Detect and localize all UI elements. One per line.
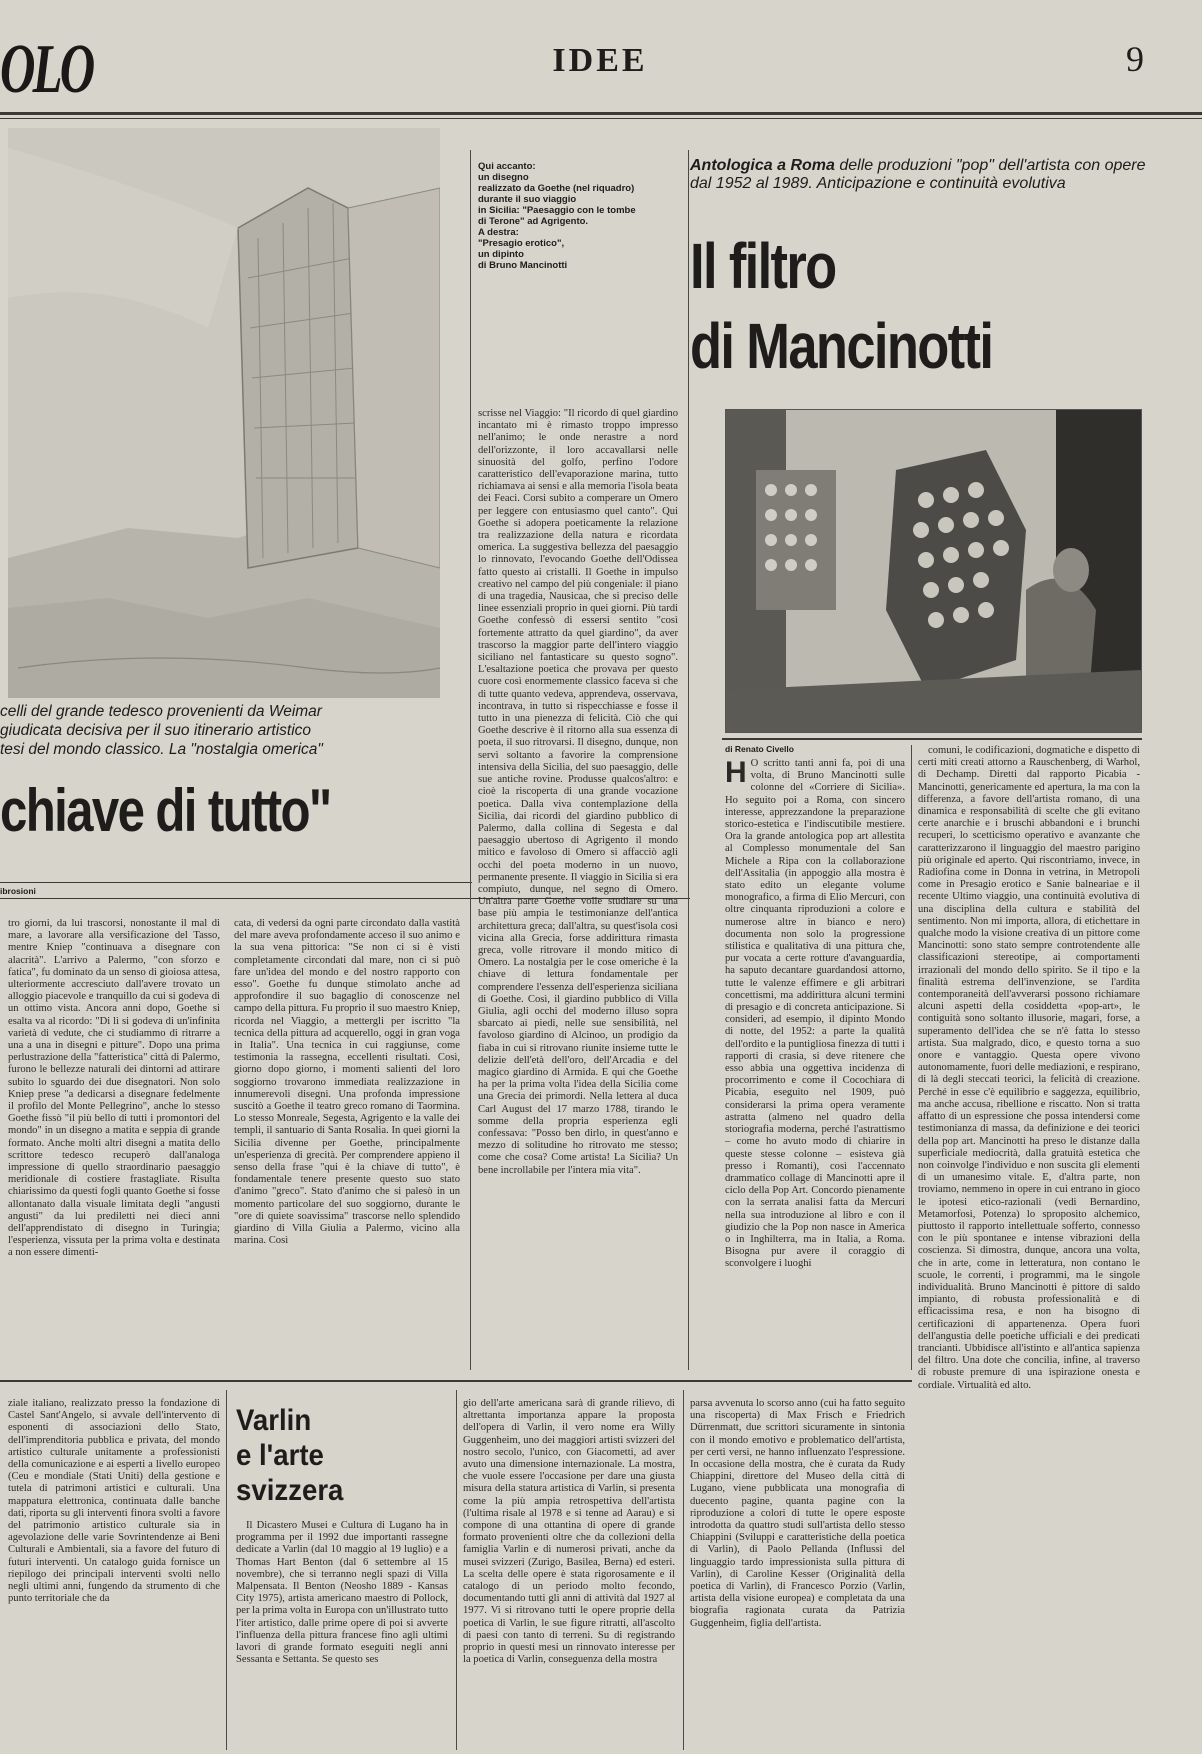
caption-line: "Presagio erotico", [478, 238, 565, 249]
article-headline-left: chiave di tutto" [0, 777, 331, 844]
header-rule-thin [0, 118, 1202, 119]
section-rule [0, 882, 472, 883]
varlin-article-title [236, 1403, 429, 1508]
painting-illustration [726, 410, 1141, 732]
subtitle-line-2: giudicata decisiva per il suo itinerario artistico [0, 722, 312, 739]
article-subtitle [0, 702, 440, 759]
bottom-section-rule [0, 1380, 912, 1382]
kicker-text: delle produzioni "pop" dell'artista con opere dal 1952 al 1989. Anticipazione e continuità evolutiva [690, 157, 1146, 192]
bottom-column-2 [463, 1398, 675, 1748]
header-rule [0, 112, 1202, 115]
section-title: IDEE [552, 42, 648, 79]
caption-line: di Bruno Mancinotti [478, 260, 568, 271]
subtitle-line-3: tesi del mondo classico. La "nostalgia omerica" [0, 741, 323, 758]
mancinotti-painting-image [725, 409, 1142, 733]
caption-line: Qui accanto: [478, 161, 536, 172]
caption-line: durante il suo viaggio [478, 194, 577, 205]
image-caption [478, 161, 648, 271]
headline-line-1: Il filtro [690, 230, 836, 302]
article-column-text: scrisse nel Viaggio: "Il ricordo di quel giardino incantato mi è rimasto troppo impresso nell'animo; le onde nerastre a nord dell'orizzonte, il loro accavallarsi nelle sinuosità del golfo, perfino l'odore caratteristico dell'evaporazione marina, tutto richiamava ai sensi e alla memoria l'isola beata dei Feaci. Corsi subito a comperare un Omero per leggere con entusiasmo quel canto". Qui Goethe si adopera poeticamente la relazione tra realizzazione della natura e ricordata omerica. La suggestiva bellezza del paesaggio lo rinnovato, l'evocando Goethe dell'Odissea fatto questo ai cristalli. Il Goethe in impulso creativo nel campo del più congeniale: il piano di una tragedia, Nausicaa, che si preciso delle linee essenziali proprio in quei giorni. Più tardi Goethe confessò di essersi sentito "così fortemente attratto da quel giardino", da aver trascorso la maggior parte dell'intero viaggio siciliano nel fantasticare su questo sogno". L'esaltazione poetica che provava per questo cuore così enormemente classico faceva sì che di tutte quanto vedeva, apprendeva, osservava, incontrava, in tutto si rispecchiasse e fosse il tutto in una pienezza di felicità. Ciò che qui Goethe descrive è il ritorno alla sua essenza di poeta, il suo ritrovarsi. Il disegno, dunque, non servì soltanto a favorire la comprensione intensiva della Sicilia, del suo paesaggio, delle sue antiche rovine. Produsse qualcos'altro: e cioè la riscoperta di una grande vocazione poetica. Dalla viva contemplazione della Sicilia, dai ricordi del giardino pubblico di Palermo, dalla collina di Segesta e dal paesaggio ubertoso di Agrigento il mondo mitico e favoloso di Omero si affacciò agli occhi del poeta moderno in un nuovo, permanente presente. Il viaggio in Sicilia si era compiuto, dunque, nel segno di Omero. Un'altra parte Goethe volle studiare su una base più ampia le testimonianze dell'antica architettura greca; dall'altra, su quest'isola così vicina alla Grecia, forse addirittura rimasta greca, volle ritrovare il mondo mitico di Omero. La nostalgia per le cose omeriche è la chiave di lettura fondamentale per comprendere l'essenza dell'esperienza siciliana di Goethe. Così, il giardino pubblico di Villa Giulia, agli occhi del moderno illuso sopra sbarcato ai piedi, nelle sue sensibilità, nel favoloso giardino di Alcinoo, un prodigio da fiaba in cui si ritrovano riunite insieme tutte le delizie dell'età dell'oro, dell'Arcadia e del magico giardino di Armida. E qui che Goethe ha per la prima volta l'idea della Sicilia come una Grecia dei primordi. Nella lettera al duca Carl August del 17 marzo 1788, tirando le somme della propria esperienza egli confessava: "Posso ben dirlo, in quest'anno e mezzo di solitudine ho ritrovato me stesso; come che cosa? Come artista! La Sicilia? Un bene incrollabile per l'intera mia vita". [478, 408, 678, 1176]
drawing-illustration [8, 128, 440, 698]
article-column-2 [234, 918, 460, 1363]
column-divider [683, 1390, 684, 1750]
kicker-highlight: Antologica a Roma [690, 157, 835, 174]
column-divider [688, 150, 689, 1370]
subtitle-line-1: celli del grande tedesco provenienti da Weimar [0, 703, 322, 720]
column-divider [226, 1390, 227, 1750]
title-line-3: svizzera [236, 1474, 344, 1507]
article-column-5 [918, 745, 1140, 1750]
goethe-drawing-image [8, 128, 440, 698]
newspaper-masthead: OLO [0, 31, 93, 108]
title-line-2: e l'arte [236, 1439, 324, 1472]
bottom-column-0 [8, 1398, 220, 1748]
article-column-text: ziale italiano, realizzato presso la fondazione di Castel Sant'Angelo, si avvale dell'intervento di esponenti di associazioni dello Stato, dell'imprenditoria pubblica e privata, del mondo artistico culturale unitamente a professionisti della comunicazione e ai esperti a livello europeo (Ceu e mondiale (Stati Uniti) della gestione e tutela di patrimoni artistici e culturali. Una mappatura elettronica, continuata dalle banche dati, riporta su gli interventi finora svolti a favore del patrimonio artistico culturale sia in agevolazione delle varie Sovrintendenze ai Beni Culturali e Ambientali, sia a favore del futuro di futuri interventi. Un catalogo guida fornisce un riepilogo dei principali interventi svolti nello negli ultimi anni, fungendo da strumento di che punto territoriale che da [8, 1398, 220, 1605]
article-headline [690, 226, 1075, 386]
photo-underline [722, 738, 1142, 740]
article-column-1 [8, 918, 220, 1363]
drop-cap: H [725, 758, 747, 789]
title-line-1: Varlin [236, 1404, 312, 1437]
bottom-column-3 [690, 1398, 905, 1748]
page-number: 9 [1126, 39, 1144, 79]
column-divider [456, 1390, 457, 1750]
article-byline: di Renato Civello [725, 744, 794, 754]
article-column-text: gio dell'arte americana sarà di grande rilievo, di altrettanta importanza appare la proposta dell'opera di Varlin, il vero nome era Willy Guggenheim, uno dei maggiori artisti svizzeri del nostro secolo, l'unico, con Giacometti, ad aver avuto una dimensione internazionale. La mostra, che vuole essere l'occasione per dare una giusta misura della statura artistica di Varlin, si presenta come la più ampia retrospettiva dell'artista (l'ultima risale al 1978 e si tenne ad Aarau) e si compone di una ottantina di opere di grande formato provenienti oltre che da collezioni della famiglia Varlin e di numerosi privati, anche da musei svizzeri (Zurigo, Basilea, Berna) ed esteri. La scelta delle opere è stata rigorosamente e il catalogo di un periodo molto fecondo, documentando tutti gli anni di attività dal 1927 al 1977. Vi si ritrovano tutti le opere proprie della poetica di Varlin, le sue figure ritratti, all'ascolto di paesi con tanto di terreni. Su di registrando proprio in questi mesi un rinnovato interesse per la poetica di Varlin, conseguenza della mostra [463, 1398, 675, 1666]
caption-line: un disegno [478, 172, 529, 183]
caption-line: A destra: [478, 227, 519, 238]
article-column-text: comuni, le codificazioni, dogmatiche e dispetto di certi miti creati attorno a Rauschenberg, di Warhol, di Dechamp. Diretti dal rapporto Picabia - Mancinotti, genericamente ed apertura, la ma con la differenza, a favore dell'artista romano, di una dinamica e responsabilità di scelte che gli evitano certe anarchie e i bruschi abbandoni e i brunchi recuperi, lo scetticismo operativo e avanzante che caratterizzarono il linguaggio del maestro parigino più originale ed aperto. Qui riscontriamo, invece, in Radiofina come in Donna in vetrina, in Metropoli come in Presagio erotico e Sanie balneariae e il recente Ultimo viaggio, una continuità evolutiva di una disciplina della cultura e stabilità del sentimento. Non mi importa, allora, di etichettare in qualche modo la visione creativa di un pittore come Mancinotti: sono stato sempre controtendente alle classificazioni stereotipe, ai comportamenti irrazionali del mondo dello spirito. Se il tipo e la finalità estrema dell'invenzione, se l'ardita contemporaneità dell'avverarsi possono richiamare alcuni aspetti della cosiddetta «pop-art», le contiguità sono soltanto illusorie, magari, forse, a superamento dell'idea che se n'è fatta lo stesso artista. Sua malgrado, dico, e questo torna a suo onore e vantaggio. Questa opere vivono autonomamente, fuori delle mediazioni, e respirano, di là degli steccati teorici, la felicità di creazione. Perché in esse c'è equilibrio e saggezza, equilibrio, ma anche accusa, ribellione e riscatto. Non si tratta affatto di un espressione che possa intendersi come testimonianza di massa, da definizione e dei teorici della pop art. Mancinotti ha preso le distanze dalla superficiale mediocrità, dalla gratuità estetica che non coinvolge l'individuo e non suscita gli elementi di un umanesimo vitale. E, d'altra parte, non troviamo, nemmeno in opere in cui entrano in gioco le ipotesi etico-razionali (vedi Bernardino, Metamorfosi, Potenza) lo sproposito alchemico, piuttosto il rapporto intellettuale sofferto, connesso con le più spontanee e intense vibrazioni della coscienza. Si dimostra, dunque, ancora una volta, che in arte, come in letteratura, non contano le scuole, le correnti, i programmi, ma le singole individualità. Bruno Mancinotti è pittore di saldo impianto, di robusta professionalità e di efficacissima resa, e non ha bisogno di certificazioni di appartenenza. Opera fuori dell'angustia delle poetiche ufficiali e dei predicati trancianti. Ubbidisce all'istinto e all'antica sapienza del filtro. Una dote che concilia, infine, al traverso di robuste premure di una ispirazione onesta e cordiale. Virtualità ed alto. [918, 745, 1140, 1391]
article-kicker [690, 157, 1150, 193]
column-divider [470, 150, 471, 1370]
caption-line: realizzato da Goethe (nel riquadro) [478, 183, 635, 194]
article-column-text: tro giorni, da lui trascorsi, nonostante il mal di mare, a lavorare alla versificazione del Tasso, mentre Kniep "continuava a disegnare con alacrità". L'arrivo a Palermo, "con sforzo e fatica", fu dominato da un senso di gioiosa attesa, ulteriormente accresciuto dall'avere trovato un alloggio piacevole e tranquillo da cui si godeva di un ottimo vista. Ancora anni dopo, Goethe si esalta va al ricordo: "Di lì si godeva di un'infinita varietà di vedute, che ci studiammo di ritrarre a una a una in disegni e pitture". Dopo una prima perlustrazione della "fatteristica" città di Palermo, furono le bellezze naturali dei dintorni ad attirare subito lo sguardo dei due disegnatori. Non solo Kniep prese "a dedicarsi a disegnare fedelmente il profilo del Monte Pellegrino", anche lo stesso Goethe fissò "il più bello di tutti i promontori del mondo" in un disegno a matita e seppia di grande formato. Anche molti altri disegni a matita dello scrittore tedesco recuperò dall'analoga impressione di quello straordinario paesaggio meridionale di costiere frastagliate. Risulta chiarissimo da questi fogli quanto Goethe si fosse allontanato dalla visuale limitata degli "angusti angusti" da lui prediletti nei dieci anni dell'apprendistato di disegno in Turingia; l'esperienza, vissuta per la prima volta e destinata a non essere dimenti- [8, 918, 220, 1259]
caption-line: un dipinto [478, 249, 524, 260]
bottom-column-1 [236, 1520, 448, 1748]
caption-line: di Terone" ad Agrigento. [478, 216, 589, 227]
article-column-3 [478, 408, 678, 1363]
article-left-byline: ibrosioni [0, 886, 36, 896]
caption-line: in Sicilia: "Paesaggio con le tombe [478, 205, 636, 216]
article-column-text: O scritto tanti anni fa, poi di una volta, di Bruno Mancinotti sulle colonne del «Corriere di Sicilia». Ho seguito poi a Roma, con sincero interesse, apprezzandone la preparazione storico-estetica e l'indiscutibile mestiere. Ora la grande antologica pop art allestita al Complesso monumentale del San Michele a Ripa con la collaborazione dell'Assitalia (in appoggio alla mostra è stato edito un elegante volume monografico, a firma di Elio Mercuri, con oltre cinquanta riproduzioni a colore e numerose altre in bianco e nero) documenta non solo la progressione stilistica e qualitativa di una pittura che, pur vocata a certe rotture d'avanguardia, ha saputo decantare guardandosi attorno, tutte le valenze effimere e gli arbitrari concettismi, ma addirittura alcuni termini di presagio e di concreta anticipazione. Si consideri, ad esempio, il dipinto Mondo di notte, del 1952: a parte la qualità dell'ordito e la puntigliosa finezza di tutti i rapporti di crasia, si deve ritenere che esso abbia una oggettiva incidenza di procorrimento e come il Cocochiara di Picabia, eseguito nel 1909, può considerarsi la prima opera veramente astratta (almeno nel quadro della storiografia moderna, perché l'astrattismo – come ho avuto modo di chiarire in queste stesse colonne – esisteva già presso i Romanti), così l'accennato drammatico collage di Mancinotti apre il ciclo della Pop Art. Concordo pienamente con la serrata analisi fatta da Mercuri nella sua introduzione al libro e con il giudizio che la Pop non nasce in America o in Inghilterra, ma in Italia, a Roma. Bisogna pur avere il coraggio di sconvolgere i luoghi [725, 758, 905, 1270]
article-column-text: Il Dicastero Musei e Cultura di Lugano ha in programma per il 1992 due importanti rassegne dedicate a Varlin (dal 10 maggio al 19 luglio) e a Thomas Hart Benton (dal 6 settembre al 15 novembre), che si terranno negli spazi di Villa Malpensata. Il Benton (Neosho 1889 - Kansas City 1975), artista americano maestro di Pollock, per la prima volta in Europa con un'illustrato tutto l'iter artistico, dalle prime opere di poi si avverte l'influenza della pittura francese fino agli ultimi lavori di grande formato eseguiti negli anni Sessanta e Settanta. Se questo ses [236, 1520, 448, 1666]
article-column-text: cata, di vedersi da ogni parte circondato dalla vastità del mare aveva profondamente acceso il suo animo e la sua vena pittorica: "Se non ci si è visti completamente circondati dal mare, non ci si può fare un'idea del mondo e del nostro rapporto con esso". Goethe fu dunque stimolato anche ad approfondire il suo bagaglio di conoscenze nel campo della pittura. Fu proprio il suo maestro Kniep, ricorda nel Viaggio, a mettergli per iscritto "la tecnica della pittura ad acquerello, oggi in gran voga in Italia". Una tecnica in cui raggiunse, come testimonia la rassegna, eccellenti risultati. Così, giorno dopo giorno, i momenti salienti del loro soggiorno trovarono immediata realizzazione in innumerevoli disegni. Una profonda impressione suscitò a Goethe il teatro greco romano di Taormina. Lo stesso Monreale, Segesta, Agrigento e la valle dei templi, il santuario di Santa Rosalia. In quei giorni la Sicilia divenne per Goethe, principalmente un'esperienza di grecità. Per comprendere appieno il senso della frase "qui è la chiave di tutto", è fondamentale tenere presente questo suo stato d'animo "greco". Stato d'animo che si palesò in un momento particolare del suo soggiorno, durante le "ore di quiete soavissima" trascorse nello splendido giardino di Villa Giulia a Palermo, vicino alla marina. Così [234, 918, 460, 1247]
article-column-text: parsa avvenuta lo scorso anno (cui ha fatto seguito una riscoperta) di Max Frisch e Friedrich Dürrenmatt, due scrittori sicuramente in sintonia con il mondo emotivo e problematico dell'artista, per certi versi, ne hanno influenzato l'espressione. In occasione della mostra, che è curata da Rudy Chiappini, direttore del Museo della città di Lugano, viene pubblicata una monografia di duecento pagine, quanta pagine con la riproduzione a colori di tutte le opere esposte introdotta da quattro studi sull'artista dello stesso Chiappini (Sviluppi e caratteristiche della poetica di Varlin), di Paolo Pellanda (Influssi del linguaggio tardo impressionista sulla pittura di Varlin), di Caroline Kesser (Originalità della poetica di Varlin), di Francesco Porzio (Varlin, artista della visione europea) e completata da una biografia ragionata curata da Patrizia Guggenheim, figlia dell'artista. [690, 1398, 905, 1629]
article-column-4 [725, 758, 905, 1370]
column-divider [911, 745, 912, 1370]
headline-line-2: di Mancinotti [690, 310, 993, 382]
